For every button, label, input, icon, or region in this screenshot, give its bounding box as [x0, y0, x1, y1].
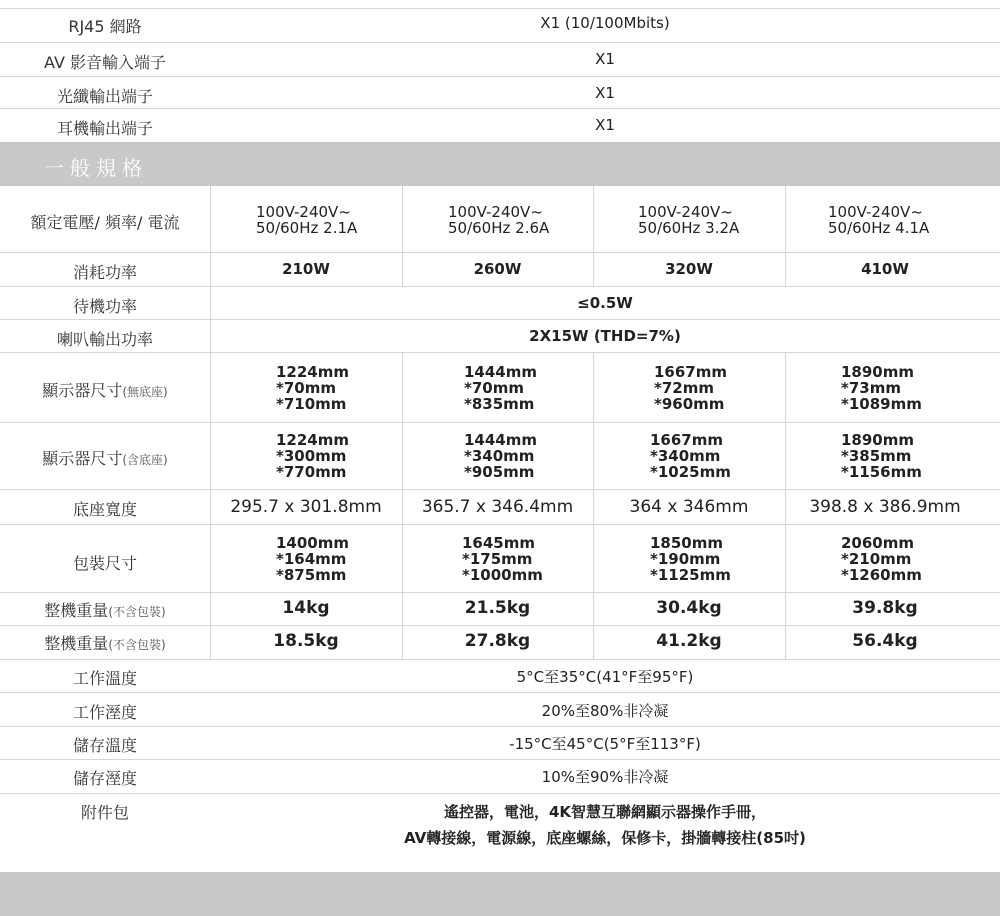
base-width-col-1: 295.7 x 301.8mm: [230, 497, 382, 517]
accessories-line-1: 遙控器，電池，4K智慧互聯網顯示器操作手冊，: [443, 803, 767, 821]
row-label-consumption: 消耗功率: [72, 263, 137, 282]
value-store-humidity: 10%至90%非冷凝: [541, 768, 669, 786]
weight2-col-1: 18.5kg: [273, 631, 339, 651]
consumption-col-4: 410W: [861, 260, 909, 278]
base-width-col-3: 364 x 346mm: [629, 497, 749, 517]
base-width-col-2: 365.7 x 346.4mm: [421, 497, 574, 517]
weight1-col-1: 14kg: [282, 598, 330, 618]
value-optical: X1: [595, 84, 615, 102]
value-op-humidity: 20%至80%非冷凝: [541, 702, 669, 720]
row-label-op-temp: 工作溫度: [72, 669, 137, 688]
weight2-col-4: 56.4kg: [852, 631, 918, 651]
value-standby: ≤0.5W: [577, 294, 633, 312]
weight1-col-2: 21.5kg: [464, 598, 531, 618]
section-title: 一般規格: [44, 156, 148, 180]
row-label-store-temp: 儲存溫度: [72, 736, 137, 755]
row-label-rj45: RJ45 網路: [68, 17, 142, 36]
value-op-temp: 5°C至35°C(41°F至95°F): [516, 668, 694, 686]
row-label-accessories: 附件包: [80, 803, 129, 822]
power-col-4: 100V-240V~ 50/60Hz 4.1A: [828, 203, 930, 237]
row-label-power-rating: 額定電壓/ 頻率/ 電流: [30, 213, 180, 232]
weight2-col-3: 41.2kg: [656, 631, 722, 651]
footer-band: [0, 872, 1000, 916]
package-col-4: 2060mm *210mm *1260mm: [841, 534, 922, 584]
row-label-weight-2: 整機重量(不含包裝): [44, 634, 166, 653]
row-label-av-input: AV 影音輸入端子: [44, 53, 166, 72]
dim-nostand-col-3: 1667mm *72mm *960mm: [654, 363, 728, 413]
row-label-weight-1: 整機重量(不含包裝): [44, 601, 166, 620]
weight1-col-4: 39.8kg: [852, 598, 918, 618]
consumption-col-3: 320W: [665, 260, 713, 278]
consumption-col-1: 210W: [282, 260, 330, 278]
dim-stand-col-4: 1890mm *385mm *1156mm: [841, 431, 922, 481]
package-col-1: 1400mm *164mm *875mm: [276, 534, 350, 584]
consumption-col-2: 260W: [473, 260, 522, 278]
value-rj45: X1 (10/100Mbits): [540, 14, 670, 32]
row-label-base-width: 底座寬度: [72, 500, 137, 519]
row-label-headphone: 耳機輸出端子: [56, 119, 153, 138]
dim-nostand-col-4: 1890mm *73mm *1089mm: [841, 363, 922, 413]
row-label-store-humidity: 儲存溼度: [72, 769, 137, 788]
row-label-optical: 光纖輸出端子: [56, 87, 153, 106]
value-headphone: X1: [595, 116, 615, 134]
accessories-line-2: AV轉接線，電源線，底座螺絲，保修卡，掛牆轉接柱(85吋): [404, 829, 806, 847]
dim-stand-col-3: 1667mm *340mm *1025mm: [650, 431, 731, 481]
value-store-temp: -15°C至45°C(5°F至113°F): [509, 735, 701, 753]
power-col-2: 100V-240V~ 50/60Hz 2.6A: [448, 203, 550, 237]
row-label-speaker: 喇叭輸出功率: [56, 330, 153, 349]
package-col-2: 1645mm *175mm *1000mm: [462, 534, 543, 584]
dim-stand-col-1: 1224mm *300mm *770mm: [276, 431, 350, 481]
base-width-col-4: 398.8 x 386.9mm: [809, 497, 961, 517]
row-label-dim-stand: 顯示器尺寸(含底座): [42, 449, 168, 468]
dim-stand-col-2: 1444mm *340mm *905mm: [464, 431, 538, 481]
power-col-3: 100V-240V~ 50/60Hz 3.2A: [638, 203, 740, 237]
row-label-op-humidity: 工作溼度: [72, 703, 137, 722]
weight2-col-2: 27.8kg: [464, 631, 531, 651]
row-label-standby: 待機功率: [72, 297, 137, 316]
package-col-3: 1850mm *190mm *1125mm: [650, 534, 731, 584]
dim-nostand-col-1: 1224mm *70mm *710mm: [276, 363, 350, 413]
weight1-col-3: 30.4kg: [656, 598, 722, 618]
value-av-input: X1: [595, 50, 615, 68]
row-label-dim-nostand: 顯示器尺寸(無底座): [42, 381, 168, 400]
row-label-package: 包裝尺寸: [72, 554, 137, 573]
dim-nostand-col-2: 1444mm *70mm *835mm: [464, 363, 538, 413]
power-col-1: 100V-240V~ 50/60Hz 2.1A: [256, 203, 358, 237]
value-speaker: 2X15W (THD=7%): [529, 327, 681, 345]
section-header: [0, 142, 1000, 186]
